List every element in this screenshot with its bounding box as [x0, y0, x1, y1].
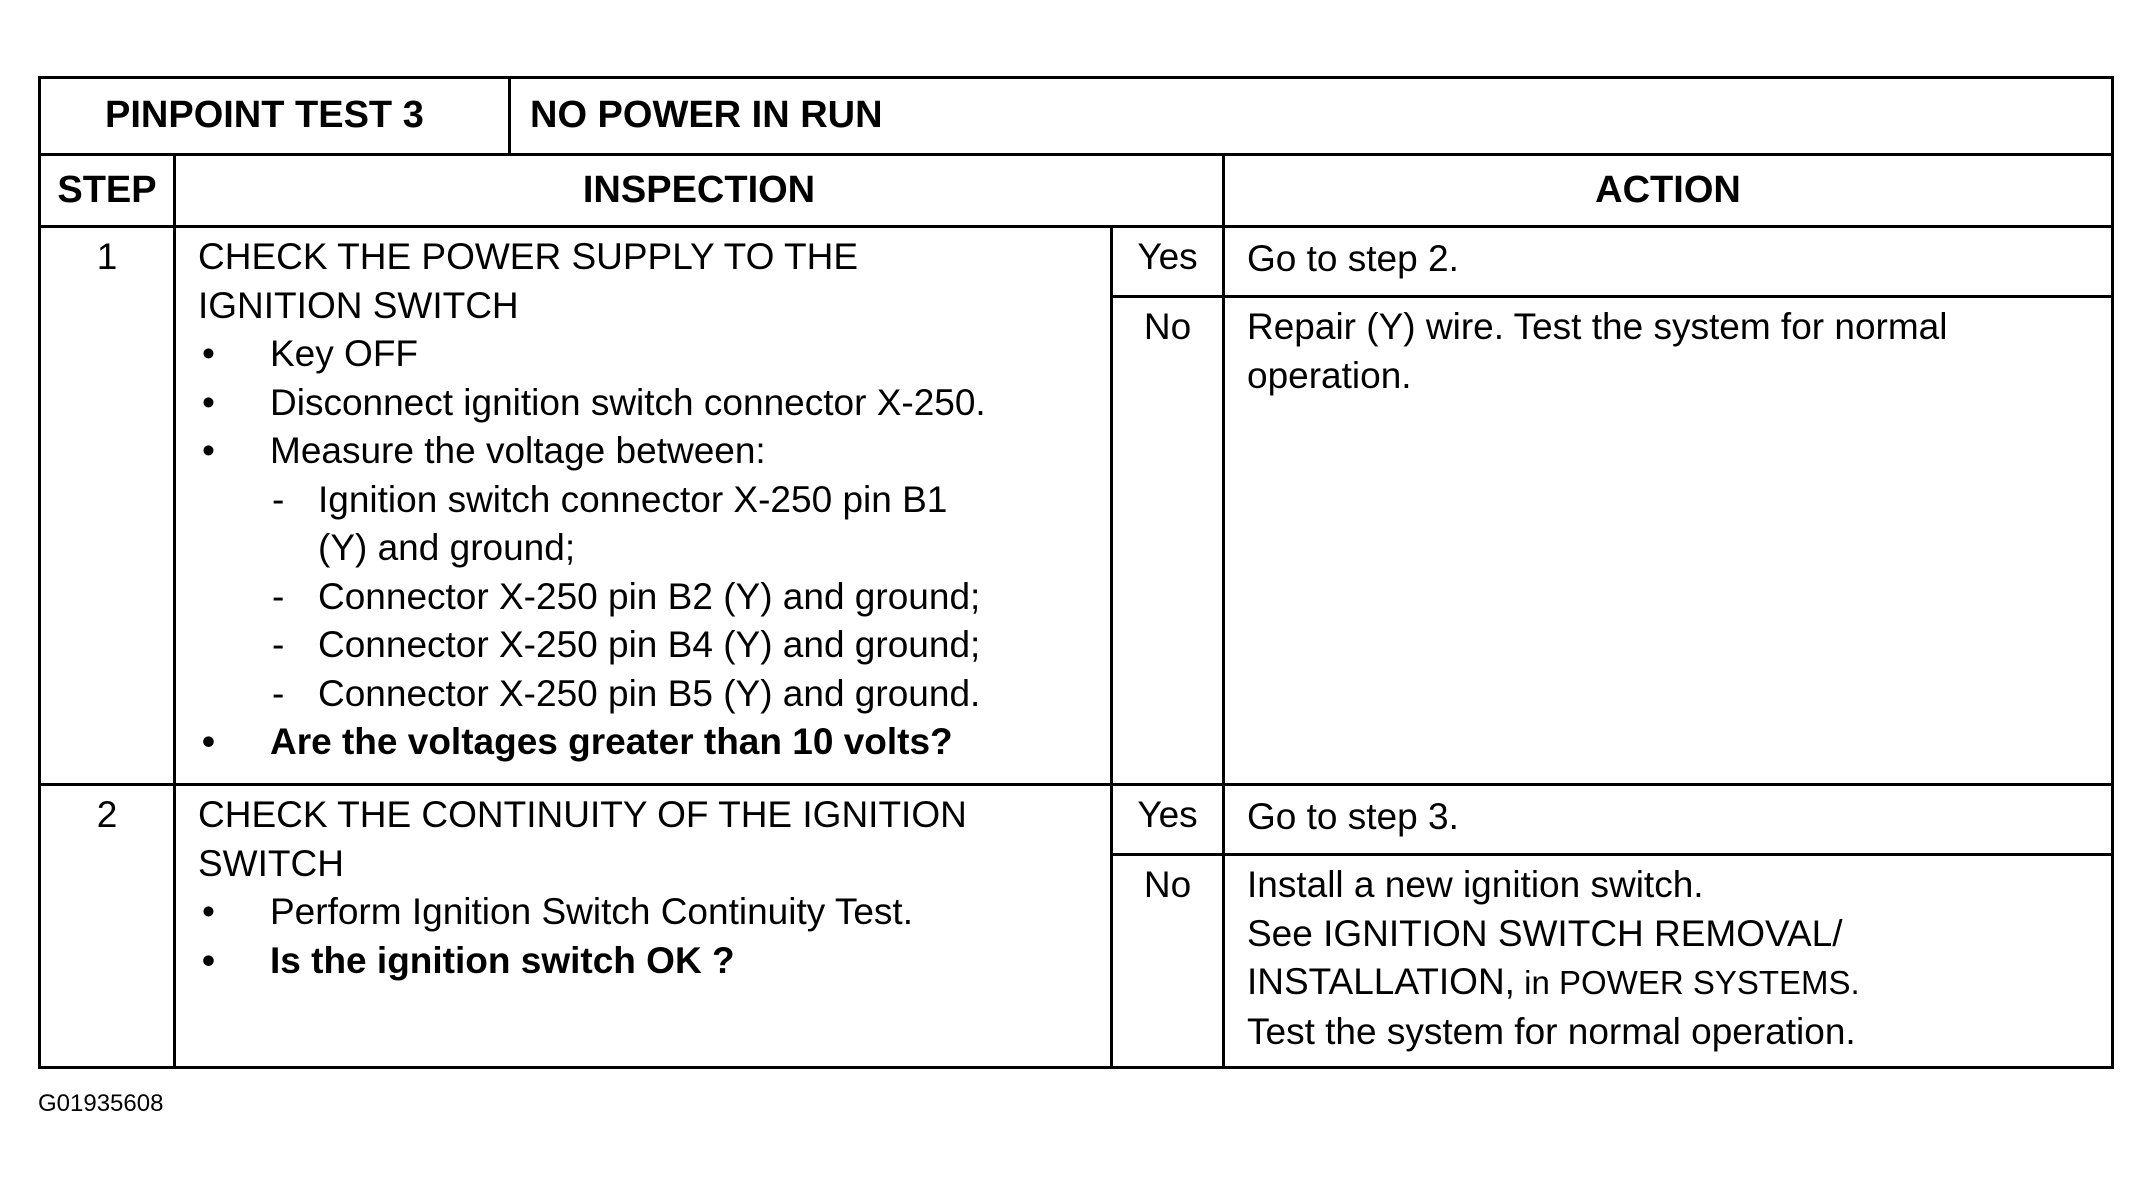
step-number: 1: [96, 236, 118, 277]
sub-list-item: [198, 621, 1103, 670]
rule-below-headers: [41, 225, 2111, 228]
question-text: Are the voltages greater than 10 volts?: [270, 721, 953, 762]
yes-action: Go to step 2.: [1247, 238, 1459, 279]
yes-label: Yes: [1137, 794, 1198, 835]
header-action: ACTION: [1595, 169, 1741, 211]
section-location: in POWER SYSTEMS.: [1514, 964, 1860, 1001]
no-action-line: operation.: [1247, 354, 1412, 396]
test-name: NO POWER IN RUN: [530, 94, 883, 136]
header-inspection: INSPECTION: [582, 169, 816, 211]
list-item-text: Measure the voltage between:: [270, 430, 766, 471]
sub-list-item-text: Ignition switch connector X-250 pin B1: [318, 478, 948, 520]
dash-icon: -: [272, 672, 285, 714]
no-action-line: [1247, 958, 2107, 1008]
list-item: [198, 888, 1103, 937]
bullet-icon: •: [202, 333, 215, 374]
no-label: No: [1143, 306, 1192, 347]
step-number: 2: [96, 794, 118, 835]
dash-icon: -: [272, 478, 285, 520]
bullet-icon: •: [202, 430, 215, 471]
no-action: [1247, 861, 2107, 1056]
rule-title-divider: [508, 79, 511, 155]
step-heading: CHECK THE POWER SUPPLY TO THE: [198, 236, 859, 277]
section-reference: INSTALLATION,: [1247, 961, 1515, 1002]
rule-step2-yes-no: [1110, 853, 2111, 856]
sub-list-item: [198, 670, 1103, 719]
bullet-icon: •: [202, 381, 215, 423]
no-action-line: Install a new ignition switch.: [1247, 864, 1704, 905]
no-label: No: [1143, 864, 1192, 905]
list-item-text: Disconnect ignition switch connector X-250.: [270, 381, 986, 423]
step-heading: CHECK THE CONTINUITY OF THE IGNITION: [198, 794, 967, 835]
no-action: [1247, 303, 2107, 400]
question-text: Is the ignition switch OK ?: [270, 939, 735, 981]
list-item: [198, 427, 1103, 476]
question-item: [198, 718, 1103, 767]
list-item-text: Perform Ignition Switch Continuity Test.: [270, 891, 913, 932]
yes-label: Yes: [1137, 236, 1198, 277]
rule-step-column: [173, 153, 176, 1066]
yes-action: Go to step 3.: [1247, 796, 1459, 837]
step-heading: IGNITION SWITCH: [198, 284, 519, 326]
no-action-line: Test the system for normal operation.: [1247, 1010, 1856, 1052]
bullet-icon: •: [202, 891, 215, 932]
step-2-inspection: [198, 791, 1103, 985]
sub-list-item-text: Connector X-250 pin B2 (Y) and ground;: [318, 575, 981, 617]
step-heading: SWITCH: [198, 842, 344, 884]
list-item: [198, 379, 1103, 428]
sub-list-item-text: Connector X-250 pin B4 (Y) and ground;: [318, 624, 981, 665]
figure-id: G01935608: [38, 1090, 164, 1117]
list-item: [198, 330, 1103, 379]
sub-list-item: [198, 476, 1103, 525]
sub-list-item-text: (Y) and ground;: [318, 527, 576, 568]
rule-between-steps: [41, 783, 2111, 786]
list-item-text: Key OFF: [270, 333, 419, 374]
pinpoint-test-table: [38, 76, 2114, 1069]
sub-list-item-continuation: [198, 524, 1103, 573]
sub-list-item-text: Connector X-250 pin B5 (Y) and ground.: [318, 672, 981, 714]
header-step: STEP: [57, 169, 157, 211]
no-action-line: Repair (Y) wire. Test the system for normal: [1247, 306, 1948, 347]
dash-icon: -: [272, 624, 285, 665]
rule-step1-yes-no: [1110, 295, 2111, 298]
question-item: [198, 937, 1103, 986]
dash-icon: -: [272, 575, 285, 617]
no-action-line: See IGNITION SWITCH REMOVAL/: [1247, 912, 1843, 954]
bullet-icon: •: [202, 939, 215, 981]
test-label: PINPOINT TEST 3: [105, 94, 424, 136]
step-1-inspection: [198, 233, 1103, 767]
rule-answer-action: [1222, 153, 1225, 1066]
sub-list-item: [198, 573, 1103, 622]
bullet-icon: •: [202, 721, 215, 762]
